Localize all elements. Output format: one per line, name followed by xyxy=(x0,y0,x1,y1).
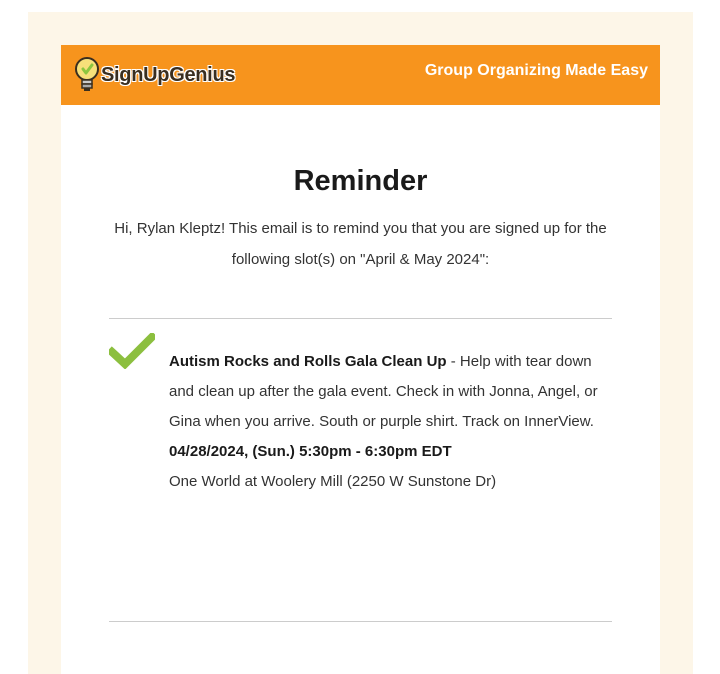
slot-description: - Help with tear down and clean up after the gala event. Check in with Jonna, Angel, or Gina when you arrive. South or purple shirt. Track on InnerView. xyxy=(169,353,598,430)
slot-details xyxy=(169,347,609,497)
slot-location: One World at Woolery Mill (2250 W Sunstone Dr) xyxy=(169,473,497,490)
lightbulb-icon xyxy=(72,56,102,94)
email-title: Reminder xyxy=(293,165,428,197)
signupgenius-logo[interactable] xyxy=(72,55,235,95)
logo-text: SignUpGenius xyxy=(101,63,236,86)
header-tagline: Group Organizing Made Easy xyxy=(424,62,648,79)
divider-top xyxy=(109,318,612,319)
header-banner xyxy=(61,45,660,105)
slot-datetime: 04/28/2024, (Sun.) 5:30pm - 6:30pm EDT xyxy=(169,443,452,460)
divider-bottom xyxy=(109,621,612,622)
email-card xyxy=(61,45,660,674)
intro-text: Hi, Rylan Kleptz! This email is to remind you that you are signed up for the following slot(s) on "April & May 2024": xyxy=(114,220,607,268)
slot-name: Autism Rocks and Rolls Gala Clean Up xyxy=(169,353,447,370)
checkmark-icon xyxy=(109,333,155,369)
